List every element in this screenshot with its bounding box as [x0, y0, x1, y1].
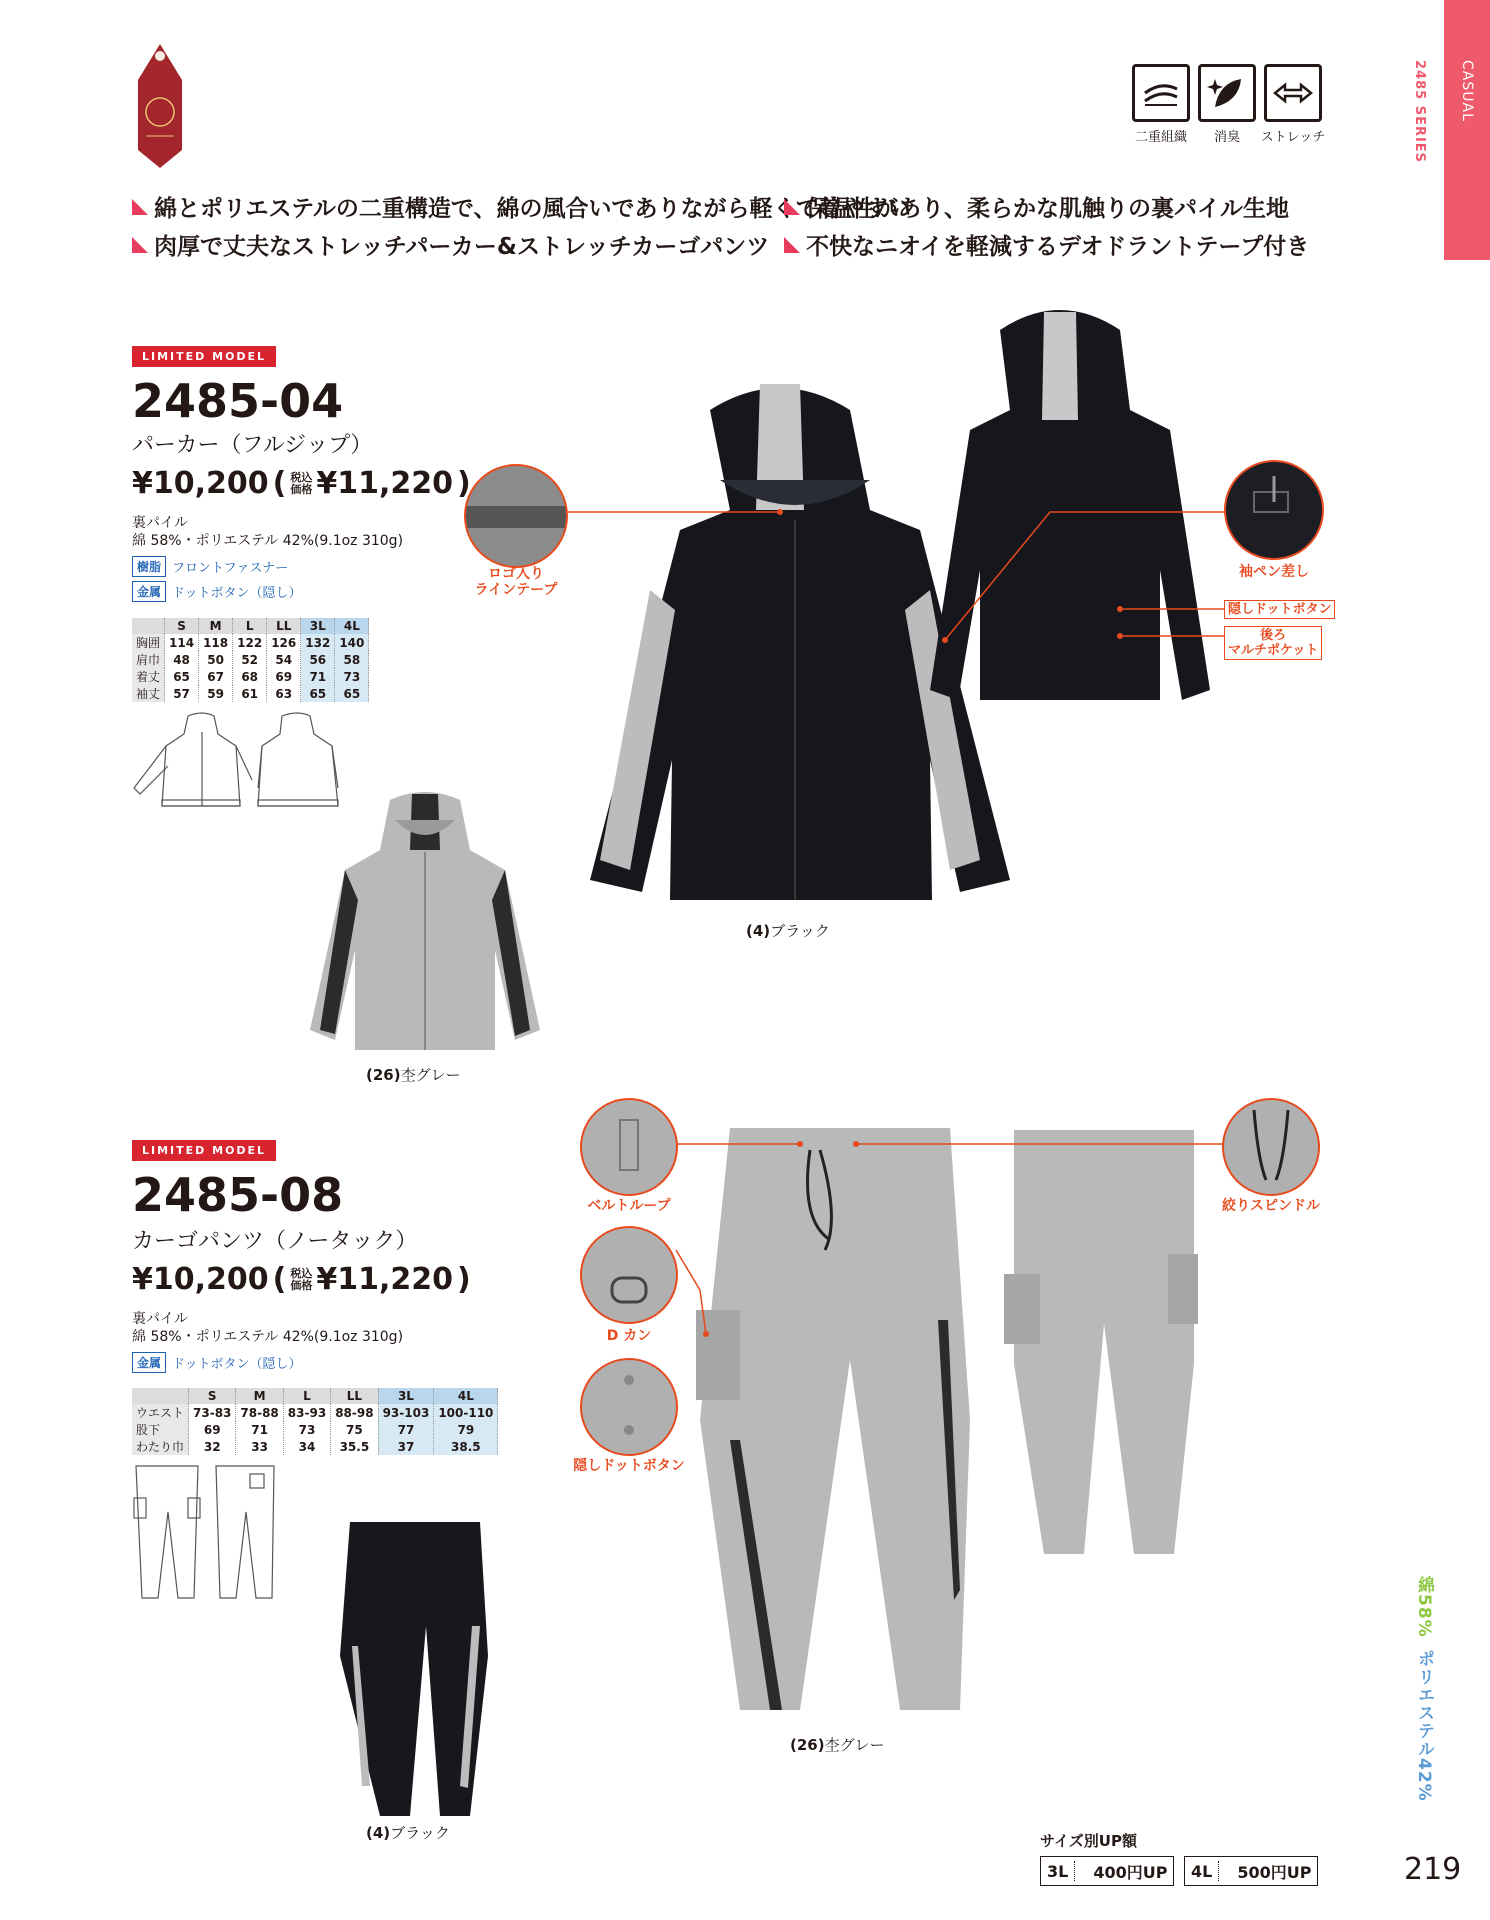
table-cell: 69: [189, 1421, 236, 1438]
table-cell: 100-110: [434, 1404, 498, 1421]
color-code: (26): [366, 1066, 401, 1084]
fiber-poly-percent: 42: [1414, 1758, 1434, 1784]
table-cell: 着丈: [132, 668, 165, 685]
color-code: (4): [366, 1824, 391, 1842]
paren: (: [272, 466, 287, 501]
pen-pocket-detail: [1224, 460, 1324, 560]
paren: ): [457, 1262, 471, 1297]
table-cell: 34: [283, 1438, 330, 1455]
fiber-poly-pct-sign: %: [1414, 1783, 1434, 1802]
feature-text: 綿とポリエステルの二重構造で、綿の風合いでありながら軽くて着やすい: [154, 196, 911, 222]
color-code: (4): [746, 922, 771, 940]
callout-label: 隠しドットボタン: [573, 1458, 685, 1474]
table-cell: 37: [378, 1438, 434, 1455]
table-cell: 54: [267, 651, 301, 668]
table-cell: 59: [199, 685, 233, 702]
callout-label-line: ラインテープ: [474, 582, 558, 598]
model-number: 2485-04: [132, 374, 344, 428]
upcharge-amount: 400円UP: [1093, 1862, 1168, 1882]
price: ¥10,200: [132, 1262, 269, 1297]
series-label: 2485 SERIES: [1412, 60, 1427, 164]
table-cell: ウエスト: [132, 1404, 189, 1421]
table-cell: 65: [335, 685, 369, 702]
table-cell: 33: [236, 1438, 283, 1455]
belt-loop-detail: [580, 1098, 678, 1196]
spec-tag: 樹脂: [132, 556, 166, 577]
icon-label: 消臭: [1213, 130, 1240, 145]
table-cell: 88-98: [331, 1404, 378, 1421]
color-name: ブラック: [390, 1824, 450, 1842]
table-header: 4L: [434, 1388, 498, 1404]
table-header: LL: [331, 1388, 378, 1404]
callout-label: D カン: [606, 1328, 652, 1344]
upcharge-size: 3L: [1047, 1861, 1069, 1881]
fiber-polyester: [1412, 1650, 1437, 1802]
spec-tag: 金属: [132, 581, 166, 602]
spec-tag: 金属: [132, 1352, 166, 1373]
tax-label-1: 税込: [290, 1266, 313, 1280]
callout-label-line: 後ろ: [1260, 628, 1287, 643]
logo-tape-detail: [464, 464, 568, 568]
fabric-composition: 綿 58%・ポリエステル 42%(9.1oz 310g): [132, 533, 404, 549]
color-code: (26): [790, 1736, 825, 1754]
upcharge-amount: 500円UP: [1237, 1862, 1312, 1882]
color-name: ブラック: [770, 922, 830, 940]
product-name: カーゴパンツ（ノータック）: [132, 1229, 418, 1254]
upcharge-item: [1040, 1856, 1174, 1886]
callout-label: 袖ペン差し: [1239, 564, 1309, 580]
d-ring-detail: [580, 1226, 678, 1324]
tax-label-2: 価格: [290, 1278, 313, 1292]
table-header: S: [165, 618, 199, 634]
drawcord-detail: [1222, 1098, 1320, 1196]
callout-label: ベルトループ: [587, 1198, 671, 1214]
table-header: S: [189, 1388, 236, 1404]
pants-black-photo: [330, 1516, 500, 1826]
table-cell: 79: [434, 1421, 498, 1438]
spec-tag-text: ドットボタン（隠し）: [172, 586, 302, 601]
table-cell: 140: [335, 634, 369, 651]
limited-model-badge: LIMITED MODEL: [132, 1140, 276, 1161]
table-cell: 118: [199, 634, 233, 651]
callout-label-line: ロゴ入り: [488, 566, 544, 582]
table-cell: 肩巾: [132, 651, 165, 668]
table-header: L: [233, 618, 267, 634]
icon-label: ストレッチ: [1260, 130, 1326, 145]
table-header: L: [283, 1388, 330, 1404]
table-cell: 126: [267, 634, 301, 651]
price-tax-included: ¥11,220: [316, 466, 453, 501]
upcharge-item: [1184, 1856, 1318, 1886]
color-caption: [366, 1822, 450, 1843]
color-name: 杢グレー: [824, 1736, 885, 1754]
fiber-cotton-pct-sign: %: [1414, 1619, 1434, 1638]
table-cell: 83-93: [283, 1404, 330, 1421]
table-cell: 50: [199, 651, 233, 668]
spec-tag-text: フロントファスナー: [172, 561, 289, 576]
fabric-composition: 綿 58%・ポリエステル 42%(9.1oz 310g): [132, 1329, 404, 1345]
callout-label: [464, 566, 568, 598]
table-header: 4L: [335, 618, 369, 634]
table-cell: 122: [233, 634, 267, 651]
price: ¥10,200: [132, 466, 269, 501]
table-header: LL: [267, 618, 301, 634]
table-cell: 57: [165, 685, 199, 702]
table-cell: 71: [236, 1421, 283, 1438]
price-tax-included: ¥11,220: [316, 1262, 453, 1297]
table-cell: 73: [283, 1421, 330, 1438]
limited-model-badge: LIMITED MODEL: [132, 346, 276, 367]
fiber-poly-label: ポリエステル: [1414, 1650, 1434, 1758]
fiber-cotton-percent: 58: [1414, 1594, 1434, 1620]
feature-text: 不快なニオイを軽減するデオドラントテープ付き: [806, 234, 1310, 260]
callout-boxed-label: [1224, 626, 1322, 660]
table-cell: 78-88: [236, 1404, 283, 1421]
table-header: 3L: [378, 1388, 434, 1404]
fiber-cotton: [1412, 1576, 1437, 1638]
table-cell: 52: [233, 651, 267, 668]
color-caption: [790, 1734, 885, 1755]
table-cell: 48: [165, 651, 199, 668]
feature-text: 肉厚で丈夫なストレッチパーカー&ストレッチカーゴパンツ: [154, 234, 770, 260]
table-cell: 32: [189, 1438, 236, 1455]
feature-text: 保温性があり、柔らかな肌触りの裏パイル生地: [806, 196, 1289, 222]
table-header: 3L: [301, 618, 335, 634]
product-name: パーカー（フルジップ）: [132, 433, 373, 458]
table-cell: 63: [267, 685, 301, 702]
table-cell: 58: [335, 651, 369, 668]
callout-label: 絞りスピンドル: [1222, 1198, 1320, 1214]
tax-label-2: 価格: [290, 482, 313, 496]
table-cell: 75: [331, 1421, 378, 1438]
table-header: M: [236, 1388, 283, 1404]
table-cell: 68: [233, 668, 267, 685]
tax-label-1: 税込: [290, 470, 313, 484]
icon-label: 二重組織: [1134, 130, 1187, 145]
table-cell: 65: [165, 668, 199, 685]
table-cell: 73: [335, 668, 369, 685]
spec-tag-text: ドットボタン（隠し）: [172, 1357, 302, 1372]
hidden-button-detail: [580, 1358, 678, 1456]
table-cell: 93-103: [378, 1404, 434, 1421]
category-label: CASUAL: [1459, 60, 1475, 122]
table-cell: 袖丈: [132, 685, 165, 702]
table-cell: 77: [378, 1421, 434, 1438]
table-cell: 65: [301, 685, 335, 702]
table-cell: 71: [301, 668, 335, 685]
model-number: 2485-08: [132, 1168, 344, 1222]
fabric-type: 裏パイル: [132, 515, 188, 531]
callout-label-line: マルチポケット: [1228, 643, 1319, 658]
fabric-type: 裏パイル: [132, 1311, 188, 1327]
table-cell: 35.5: [331, 1438, 378, 1455]
table-cell: 132: [301, 634, 335, 651]
table-cell: 61: [233, 685, 267, 702]
callout-boxed-label: 隠しドットボタン: [1224, 600, 1335, 619]
table-cell: 73-83: [189, 1404, 236, 1421]
table-cell: 114: [165, 634, 199, 651]
table-header: M: [199, 618, 233, 634]
color-name: 杢グレー: [400, 1066, 461, 1084]
upcharge-size: 4L: [1191, 1861, 1213, 1881]
fiber-cotton-label: 綿: [1414, 1576, 1434, 1594]
table-cell: わたり巾: [132, 1438, 189, 1455]
table-cell: 67: [199, 668, 233, 685]
upcharge-title: サイズ別UP額: [1040, 1832, 1137, 1850]
paren: ): [457, 466, 471, 501]
page-number: 219: [1404, 1852, 1462, 1887]
table-cell: 胸囲: [132, 634, 165, 651]
table-cell: 69: [267, 668, 301, 685]
table-cell: 56: [301, 651, 335, 668]
paren: (: [272, 1262, 287, 1297]
table-cell: 38.5: [434, 1438, 498, 1455]
table-cell: 股下: [132, 1421, 189, 1438]
